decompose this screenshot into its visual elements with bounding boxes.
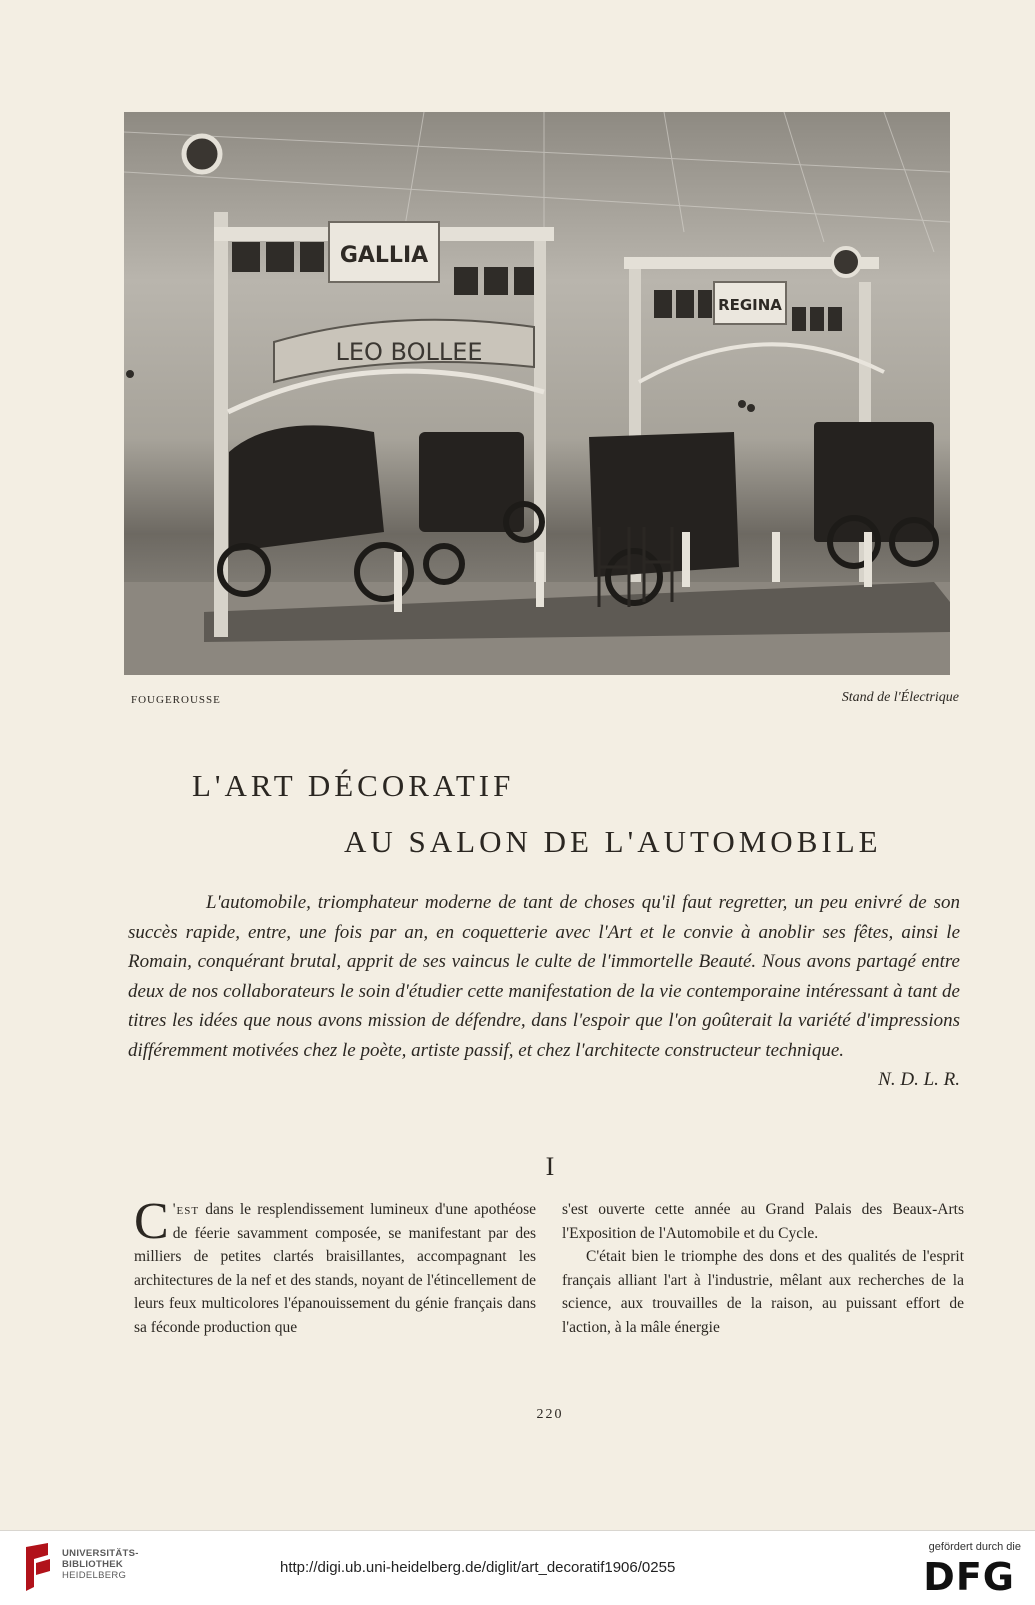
institution-line-3: HEIDELBERG: [62, 1570, 127, 1581]
photo-caption: Stand de l'Électrique: [841, 690, 959, 705]
sign-le-bollee: LEO BOLLEE: [335, 338, 483, 366]
article-title-line-1: L'ART DÉCORATIF: [192, 768, 515, 803]
institution-line-2: BIBLIOTHEK: [62, 1559, 124, 1570]
dfg-logo: DFG: [923, 1555, 1015, 1599]
institution-line-1: UNIVERSITÄTS-: [62, 1548, 139, 1559]
sign-regina: REGINA: [718, 296, 782, 314]
digitization-footer: [0, 1530, 1035, 1605]
photo-illustration: [124, 112, 950, 675]
intro-signature: N. D. L. R.: [878, 1069, 960, 1090]
exhibition-photograph: [124, 112, 950, 675]
article-title-line-2: AU SALON DE L'AUTOMOBILE: [344, 824, 882, 859]
drop-cap: C: [134, 1193, 169, 1250]
right-column-paragraph-2: C'était bien le triomphe des dons et des qualités de l'esprit français alliant l'art à l'industrie, mêlant aux recherches de la science, aux trouvailles de la raison, au puissant effort de l'action, à la mâle énergie: [562, 1248, 964, 1336]
institution-name: [62, 1548, 139, 1581]
editorial-introduction: [128, 888, 960, 1095]
source-url-link[interactable]: http://digi.ub.uni-heidelberg.de/diglit/art_decoratif1906/0255: [280, 1559, 676, 1576]
funding-caption: gefördert durch die: [928, 1541, 1021, 1553]
sign-gallia: GALLIA: [339, 243, 429, 268]
left-column: [134, 1193, 536, 1340]
right-column: [562, 1198, 964, 1340]
university-logo-icon: [22, 1541, 54, 1593]
left-column-text: dans le resplendissement lumineux d'une apothéose de féerie savamment composée, se manifestant par des milliers de petites clartés braisillantes, accompagnant les architectures de la nef et des stands, noyant de l'étincellement de leurs feux multicolores l'épanouissement du génie français dans sa féconde production que: [134, 1201, 536, 1336]
small-caps-opening: 'est: [172, 1201, 200, 1218]
right-column-paragraph-1: s'est ouverte cette année au Grand Palais des Beaux-Arts l'Exposition de l'Automobile et du Cycle.: [562, 1201, 964, 1242]
photo-credit: FOUGEROUSSE: [131, 694, 221, 706]
page-number: 220: [536, 1407, 564, 1422]
section-number: I: [545, 1152, 555, 1181]
intro-text: L'automobile, triomphateur moderne de tant de choses qu'il faut regretter, un peu enivré de son succès rapide, entre, une fois par an, en coquetterie avec l'Art et le convie à anoblir ses fêtes, ainsi le Romain, conquérant brutal, apprit de ses vaincus le culte de l'immortelle Beauté. Nous avons partagé entre deux de nos collaborateurs le soin d'étudier cette manifestation de la vie contemporaine intéressant à tant de titres les idées que nous avons mission de défendre, dans l'espoir que l'on goûterait la variété d'impressions différemment motivées chez le poète, artiste passif, et chez l'architecte constructeur technique.: [128, 892, 960, 1061]
